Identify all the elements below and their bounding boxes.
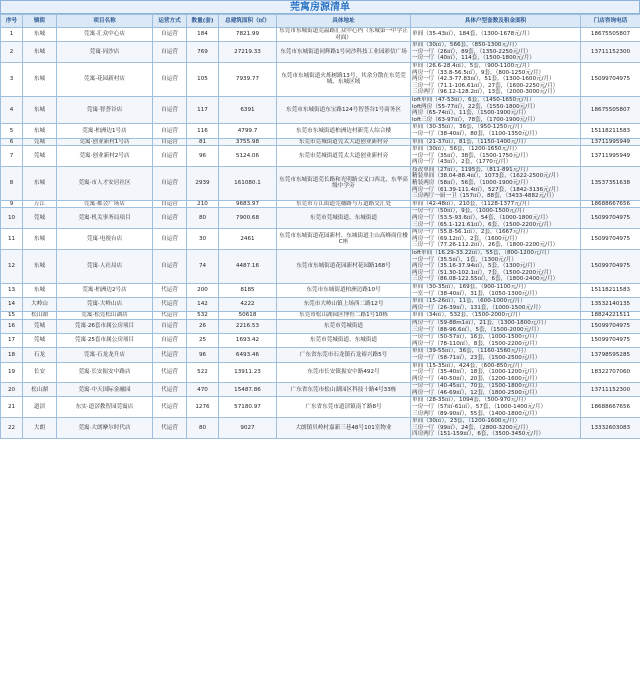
row-project-name: 莞寓·汇众中心店 [57, 28, 153, 42]
row-unit-details [411, 138, 581, 146]
row-address: 东莞市莞城街道、东城街道 [277, 334, 411, 348]
row-phone: 15099704975 [581, 319, 640, 333]
row-phone: 13711995949 [581, 146, 640, 167]
row-phone: 13798595285 [581, 348, 640, 362]
row-no: 14 [1, 298, 23, 312]
unit-line: 单间（39-55㎡），36套，（1160-1560元/月） [412, 348, 530, 355]
row-phone: 15099704975 [581, 208, 640, 229]
row-address: 东莞市东城街道花园新村、东城街道主山高峰商住楼C座 [277, 229, 411, 250]
row-phone: 15118211583 [581, 124, 640, 138]
unit-line: 两房一厅（51.30-102.1㎡），7套，（1500-2200元/月） [412, 269, 555, 276]
row-operation-mode: 自运营 [153, 166, 187, 200]
header-total-area: 总建筑面积（㎡） [219, 15, 277, 28]
row-unit-details [411, 200, 581, 208]
unit-line: 单间（30-35㎡），36套，（950-1250元/月） [412, 124, 526, 131]
row-no: 18 [1, 348, 23, 362]
row-town: 东城 [23, 166, 57, 200]
row-total-area: 7821.99 [219, 28, 277, 42]
row-total-area: 7900.68 [219, 208, 277, 229]
unit-line: 三房一厅（88-96.6㎡），5套，（1500-2000元/月） [412, 326, 543, 333]
row-town: 东城 [23, 42, 57, 63]
row-town: 道滘 [23, 397, 57, 418]
unit-line: 技改单间（27㎡），1195套，（811-891元/月） [412, 166, 532, 173]
row-no: 4 [1, 96, 23, 123]
row-count: 96 [187, 348, 219, 362]
row-total-area: 4487.16 [219, 250, 277, 284]
row-town: 东城 [23, 229, 57, 250]
row-phone: 15099704975 [581, 229, 640, 250]
row-project-name: 莞寓·大朗摩尔时代店 [57, 418, 153, 439]
row-total-area: 27219.33 [219, 42, 277, 63]
row-total-area: 9683.97 [219, 200, 277, 208]
row-project-name: 莞寓·26套市属公房项目 [57, 319, 153, 333]
row-total-area: 7939.77 [219, 62, 277, 96]
unit-line: 单间（30㎡），56套，（1200-1650元/月） [412, 146, 521, 153]
row-unit-details [411, 146, 581, 167]
unit-line: 单间（26.6-28.4㎡），5套，（900-1100元/月） [412, 62, 533, 69]
row-unit-details [411, 397, 581, 418]
row-unit-details [411, 208, 581, 229]
row-address: 东莞市莞城街道莞太大道创业新村旁 [277, 146, 411, 167]
row-total-area: 3755.98 [219, 138, 277, 146]
row-operation-mode: 自运营 [153, 146, 187, 167]
unit-line: 两房一厅（35.16-37.94㎡），5套，（1300元/月） [412, 263, 539, 270]
row-total-area: 50618 [219, 312, 277, 320]
row-count: 80 [187, 208, 219, 229]
row-total-area: 5124.06 [219, 146, 277, 167]
row-no: 9 [1, 200, 23, 208]
unit-line: 一房一厅（57㎡-61㎡），57套，（1000-1400元/月） [412, 404, 547, 411]
row-count: 184 [187, 28, 219, 42]
row-total-area: 15487.86 [219, 383, 277, 397]
row-unit-details [411, 418, 581, 439]
unit-line: 三房两厅（96.12-128.2㎡），13套，（2000-3000元/月） [412, 89, 559, 96]
row-town: 东城 [23, 250, 57, 284]
unit-line: 三房两厅一厨一卫（157㎡），88套，（3433-4882元/月） [412, 193, 558, 200]
unit-line: 两房一厅（69.12㎡），2套，（1600元/月） [412, 235, 521, 242]
row-count: 96 [187, 146, 219, 167]
unit-line: 三房一厅（65.1-121.61㎡），6套，（1500-2200元/月） [412, 221, 555, 228]
row-address: 东莞市东城街道莞长路和光明路交叉口西北，东华高级中学旁 [277, 166, 411, 200]
row-unit-details [411, 362, 581, 383]
header-phone: 门店咨询电话 [581, 15, 640, 28]
row-total-area: 9027 [219, 418, 277, 439]
header-project-name: 项目名称 [57, 15, 153, 28]
row-count: 81 [187, 138, 219, 146]
document-title: 莞寓房源清单 [0, 0, 640, 14]
unit-line: 一房一厅（40㎡），114套，（1500-1800元/月） [412, 55, 535, 62]
row-project-name: 莞寓·人社局店 [57, 250, 153, 284]
row-address: 广东省东莞市松山湖园区科技十路4号33栋 [277, 383, 411, 397]
row-address: 东莞市东城街道花园新村花园路168号 [277, 250, 411, 284]
unit-line: 两房一厅（40-50㎡），20套，（1200-1600元/月） [412, 375, 541, 382]
row-no: 22 [1, 418, 23, 439]
unit-line: 四房两厅（151-159㎡），6套，（3500-3450元/月） [412, 431, 545, 438]
row-count: 26 [187, 319, 219, 333]
table-row [1, 250, 640, 284]
row-project-name: 莞寓·都会广场店 [57, 200, 153, 208]
row-project-name: 莞寓·柏洲边2号店 [57, 283, 153, 297]
unit-line: 单间（15-26㎡），11套，（600-1000元/月） [412, 298, 526, 305]
row-unit-details [411, 383, 581, 397]
row-town: 东城 [23, 124, 57, 138]
header-town: 镇街 [23, 15, 57, 28]
row-no: 8 [1, 166, 23, 200]
table-row [1, 334, 640, 348]
table-row [1, 397, 640, 418]
row-project-name: 莞寓·市人才安居社区 [57, 166, 153, 200]
unit-line: 三房一厅（71.1-106.61㎡），27套，（1600-2250元/月） [412, 82, 559, 89]
row-operation-mode: 代运营 [153, 383, 187, 397]
row-address: 东莞市莞城街道 [277, 319, 411, 333]
row-count: 116 [187, 124, 219, 138]
row-phone: 18688667656 [581, 200, 640, 208]
row-phone: 15099704975 [581, 250, 640, 284]
table-row [1, 383, 640, 397]
row-phone: 18824221511 [581, 312, 640, 320]
unit-line: 一房一厅（50-57㎡），16套，（1000-1500元/月） [412, 334, 541, 341]
row-count: 30 [187, 229, 219, 250]
row-town: 莞城 [23, 138, 57, 146]
table-row [1, 28, 640, 42]
row-operation-mode: 代运营 [153, 348, 187, 362]
row-address: 东莞市东城街道同辉路1号同沙科技工业园彩信广场 [277, 42, 411, 63]
row-no: 3 [1, 62, 23, 96]
unit-line: 单间（30㎡），23套，（1200-1600元/月） [412, 418, 521, 425]
row-address: 东莞市莞城街道、东城街道 [277, 208, 411, 229]
row-address: 东莞市东城街道柏洲边路10号 [277, 283, 411, 297]
unit-line: 三房一厅（99㎡），24套，（2800-3200元/月） [412, 424, 532, 431]
row-unit-details [411, 319, 581, 333]
table-row [1, 166, 640, 200]
row-operation-mode: 自运营 [153, 200, 187, 208]
row-count: 769 [187, 42, 219, 63]
row-no: 19 [1, 362, 23, 383]
table-row [1, 312, 640, 320]
row-project-name: 莞寓·中天国际金融园 [57, 383, 153, 397]
row-no: 6 [1, 138, 23, 146]
row-operation-mode: 自运营 [153, 42, 187, 63]
row-operation-mode: 自运营 [153, 96, 187, 123]
row-phone: 13532140135 [581, 298, 640, 312]
unit-line: 两房一厅（33.8-56.5㎡），9套，（800-1250元/月） [412, 69, 545, 76]
unit-line: 单间（34㎡），532套，（1500-2000元/月） [412, 312, 524, 319]
row-town: 石龙 [23, 348, 57, 362]
row-no: 5 [1, 124, 23, 138]
row-unit-details [411, 62, 581, 96]
row-address: 东莞市东城街道东宝路124号智荟谷1号商务区 [277, 96, 411, 123]
row-operation-mode: 自运营 [153, 319, 187, 333]
row-project-name: 莞寓·同沙店 [57, 42, 153, 63]
row-count: 105 [187, 62, 219, 96]
unit-line: loft两房（55-77㎡），22套，（1550-1800元/月） [412, 103, 539, 110]
table-row [1, 208, 640, 229]
row-operation-mode: 自运营 [153, 208, 187, 229]
unit-line: 一房一厅（40-45㎡），70套，（1500-1800元/月） [412, 383, 541, 390]
table-row [1, 62, 640, 96]
row-operation-mode: 自运营 [153, 334, 187, 348]
table-row [1, 348, 640, 362]
unit-line: 三房两厅（89-90㎡），55套，（1400-1800元/月） [412, 410, 541, 417]
row-unit-details [411, 334, 581, 348]
row-phone: 13711995949 [581, 138, 640, 146]
unit-line: 三房一厅（86.08-122.55㎡），6套，（1800-2400元/月） [412, 276, 559, 283]
unit-line: 两房一厅（59-88m1㎡），21套，（1300-1800元/月） [412, 319, 550, 326]
row-operation-mode: 自运营 [153, 250, 187, 284]
row-project-name: 莞寓·机关事务局项目 [57, 208, 153, 229]
row-project-name: 莞寓·创业新村1号店 [57, 138, 153, 146]
row-unit-details [411, 229, 581, 250]
row-project-name: 莞寓·松莞松山湖店 [57, 312, 153, 320]
table-row [1, 362, 640, 383]
row-no: 17 [1, 334, 23, 348]
row-no: 12 [1, 250, 23, 284]
row-town: 大朗 [23, 418, 57, 439]
row-count: 142 [187, 298, 219, 312]
row-count: 117 [187, 96, 219, 123]
row-operation-mode: 自运营 [153, 62, 187, 96]
row-no: 2 [1, 42, 23, 63]
row-total-area: 2461 [219, 229, 277, 250]
row-total-area: 4222 [219, 298, 277, 312]
row-no: 21 [1, 397, 23, 418]
unit-line: loft单间（47-53㎡），6套，（1450-1650元/月） [412, 96, 535, 103]
row-address: 广东省东莞市石龙镇石龙裕兴路5号 [277, 348, 411, 362]
row-operation-mode: 代运营 [153, 312, 187, 320]
row-project-name: 莞寓·大岭山店 [57, 298, 153, 312]
row-count: 2939 [187, 166, 219, 200]
row-no: 16 [1, 319, 23, 333]
unit-line: 两房一厅（55.8-56.1㎡），2套，（1667元/月） [412, 229, 532, 236]
unit-line: 一房一厅（38-40㎡），80套，（1100-1350元/月） [412, 130, 541, 137]
row-count: 522 [187, 362, 219, 383]
header-address: 具体地址 [277, 15, 411, 28]
table-row [1, 96, 640, 123]
row-count: 200 [187, 283, 219, 297]
unit-line: 单间（30㎡），566套，（850-1300元/月） [412, 42, 521, 49]
row-operation-mode: 自运营 [153, 28, 187, 42]
unit-line: 一房一厅（26㎡），89套，（1350-2250元/月） [412, 48, 532, 55]
row-total-area: 1693.42 [219, 334, 277, 348]
row-address: 东莞市长安镇振安中路492号 [277, 362, 411, 383]
row-address: 东莞市大岭山镇上场西二路12号 [277, 298, 411, 312]
row-count: 80 [187, 418, 219, 439]
row-town: 东城 [23, 96, 57, 123]
row-phone: 15099704975 [581, 62, 640, 96]
row-town: 莞城 [23, 334, 57, 348]
table-row [1, 319, 640, 333]
unit-line: 两房一厅（53.5-93.6㎡），54套，（1000-1800元/月） [412, 215, 552, 222]
row-operation-mode: 代运营 [153, 397, 187, 418]
table-row [1, 42, 640, 63]
row-town: 莞城 [23, 208, 57, 229]
header-operation-mode: 运营方式 [153, 15, 187, 28]
row-address: 东莞市万江街道莞穗路与万道路交汇处 [277, 200, 411, 208]
row-town: 东城 [23, 283, 57, 297]
row-unit-details [411, 166, 581, 200]
row-address: 广东省东莞市道滘镇南丫路8号 [277, 397, 411, 418]
row-count: 25 [187, 334, 219, 348]
unit-line: loft三房（63-97㎡），78套，（1700-1900元/月） [412, 116, 539, 123]
header-no: 序号 [1, 15, 23, 28]
row-no: 15 [1, 312, 23, 320]
table-row [1, 229, 640, 250]
row-count: 532 [187, 312, 219, 320]
row-operation-mode: 代运营 [153, 283, 187, 297]
row-town: 万江 [23, 200, 57, 208]
header-count: 数量(套) [187, 15, 219, 28]
header-unit-details: 具体户型套数及租金面积 [411, 15, 581, 28]
row-count: 210 [187, 200, 219, 208]
unit-line: 一室一厅（38-40㎡），31套，（1050-1300元/月） [412, 290, 541, 297]
row-address: 东莞市东城街道柏洲边村新莞人综合楼 [277, 124, 411, 138]
row-project-name: 莞寓·25套市属公房项目 [57, 334, 153, 348]
row-project-name: 莞寓·电视台店 [57, 229, 153, 250]
unit-line: 单间（15-35㎡），424套，（600-850元/月） [412, 362, 526, 369]
row-address: 东莞市东城街道火炼树路13号，其余分散在东莞莞城、东城区域 [277, 62, 411, 96]
row-total-area: 4799.7 [219, 124, 277, 138]
row-total-area: 161080.1 [219, 166, 277, 200]
row-total-area: 2216.53 [219, 319, 277, 333]
row-count: 470 [187, 383, 219, 397]
unit-line: 一房一厅（35.5㎡），1套，（1300元/月） [412, 256, 517, 263]
row-phone: 18675505807 [581, 96, 640, 123]
unit-line: 两房一厅（43㎡），2套，（1770元/月） [412, 159, 512, 166]
row-unit-details [411, 28, 581, 42]
row-no: 20 [1, 383, 23, 397]
row-phone: 15099704975 [581, 334, 640, 348]
table-row [1, 418, 640, 439]
unit-line: 一房一厅（58-71㎡），23套，（1500-2500元/月） [412, 354, 541, 361]
table-row [1, 298, 640, 312]
table-row [1, 124, 640, 138]
row-address: 东莞市松山湖园区博恒二路1号10栋 [277, 312, 411, 320]
row-total-area: 6391 [219, 96, 277, 123]
table-row [1, 283, 640, 297]
unit-line: 三房一厅（77.26-112.2㎡），26套，（1800-2200元/月） [412, 242, 559, 249]
row-operation-mode: 自运营 [153, 124, 187, 138]
row-operation-mode: 自运营 [153, 229, 187, 250]
row-total-area: 13911.23 [219, 362, 277, 383]
row-operation-mode: 代运营 [153, 362, 187, 383]
row-no: 1 [1, 28, 23, 42]
row-phone: 13711152300 [581, 42, 640, 63]
row-count: 1276 [187, 397, 219, 418]
row-town: 莞城 [23, 146, 57, 167]
unit-line: 两房一厅（78-110㎡），8套，（1500-2200元/月） [412, 340, 541, 347]
row-town: 大岭山 [23, 298, 57, 312]
table-body [1, 28, 640, 439]
row-phone: 18322707060 [581, 362, 640, 383]
row-no: 10 [1, 208, 23, 229]
row-total-area: 8185 [219, 283, 277, 297]
unit-line: 单间（28-35㎡），1094套，（500-970元/月） [412, 397, 530, 404]
unit-line: 单间（21-37㎡），81套，（1150-1400元/月） [412, 138, 530, 145]
row-phone: 18688667656 [581, 397, 640, 418]
row-unit-details [411, 298, 581, 312]
unit-line: 精装单间（38.04-88.4㎡），1073套，（1622-2500元/月） [412, 173, 562, 180]
unit-line: 单间（35-43㎡），184套，（1300-1678元/月） [412, 31, 533, 38]
row-project-name: 莞寓·石龙龙升店 [57, 348, 153, 362]
row-unit-details [411, 312, 581, 320]
row-project-name: 莞寓·智荟谷店 [57, 96, 153, 123]
row-town: 松山湖 [23, 383, 57, 397]
row-project-name: 莞寓·长安振安中路店 [57, 362, 153, 383]
unit-line: 单间（42-48㎡），210套，（1128-1377元/月） [412, 200, 533, 207]
row-address: 东莞市东城街道莞温路汇众中心内（东城第一中学正对面） [277, 28, 411, 42]
row-town: 东城 [23, 28, 57, 42]
row-operation-mode: 代运营 [153, 418, 187, 439]
row-operation-mode: 代运营 [153, 298, 187, 312]
row-project-name: 莞寓·柏洲边1号店 [57, 124, 153, 138]
row-phone: 18675505807 [581, 28, 640, 42]
unit-line: 两房一厅（26-39㎡），131套，（1000-1500元/月） [412, 304, 545, 311]
table-row [1, 138, 640, 146]
row-phone: 13332603083 [581, 418, 640, 439]
table-row [1, 200, 640, 208]
row-operation-mode: 自运营 [153, 138, 187, 146]
row-no: 11 [1, 229, 23, 250]
row-phone: 15118211583 [581, 283, 640, 297]
row-town: 莞城 [23, 319, 57, 333]
row-unit-details [411, 250, 581, 284]
unit-line: 单间（30-35㎡），169套，（900-1100元/月） [412, 283, 530, 290]
row-project-name: 莞寓·创业新村2号店 [57, 146, 153, 167]
row-address: 大朗镇贝岭村嘉新三巷48号101室物业 [277, 418, 411, 439]
row-address: 东莞市莞城街道莞太大道创业新村旁 [277, 138, 411, 146]
row-count: 74 [187, 250, 219, 284]
row-total-area: 6493.46 [219, 348, 277, 362]
housing-table [0, 14, 640, 439]
unit-line: 两房（65-74㎡），11套，（1500-1900元/月） [412, 110, 530, 117]
row-unit-details [411, 96, 581, 123]
row-project-name: 莞寓·花园新村店 [57, 62, 153, 96]
row-town: 松山湖 [23, 312, 57, 320]
row-no: 7 [1, 146, 23, 167]
row-phone: 13537351638 [581, 166, 640, 200]
row-total-area: 57180.97 [219, 397, 277, 418]
row-project-name: 东实·道滘教智园莞寓店 [57, 397, 153, 418]
unit-line: 一房一厅（35-40㎡），18套，（1000-1200元/月） [412, 369, 541, 376]
row-town: 东城 [23, 62, 57, 96]
unit-line: 一房一厅（35㎡），38套，（1500-1750元/月） [412, 152, 532, 159]
unit-line: loft单间（16.29-33.22㎡），55套，（800-1200元/月） [412, 250, 553, 256]
table-header-row [1, 15, 640, 28]
row-unit-details [411, 348, 581, 362]
row-unit-details [411, 42, 581, 63]
unit-line: 两房一厅（61.39-111.4㎡），527套，（1842-3136元/月） [412, 186, 562, 193]
row-town: 长安 [23, 362, 57, 383]
unit-line: 两房一厅（46-69㎡），12套，（1800-2500元/月） [412, 389, 541, 396]
unit-line: 精装两房（58㎡），56套，（1000-1900元/月） [412, 180, 532, 187]
unit-line: 一房一厅（50㎡），9套，（1000-1500元/月） [412, 208, 528, 215]
row-unit-details [411, 283, 581, 297]
unit-line: 两房一厅（42.3-77.83㎡），51套，（1300-1600元/月） [412, 76, 555, 83]
row-no: 13 [1, 283, 23, 297]
row-phone: 13711152300 [581, 383, 640, 397]
table-row [1, 146, 640, 167]
row-unit-details [411, 124, 581, 138]
